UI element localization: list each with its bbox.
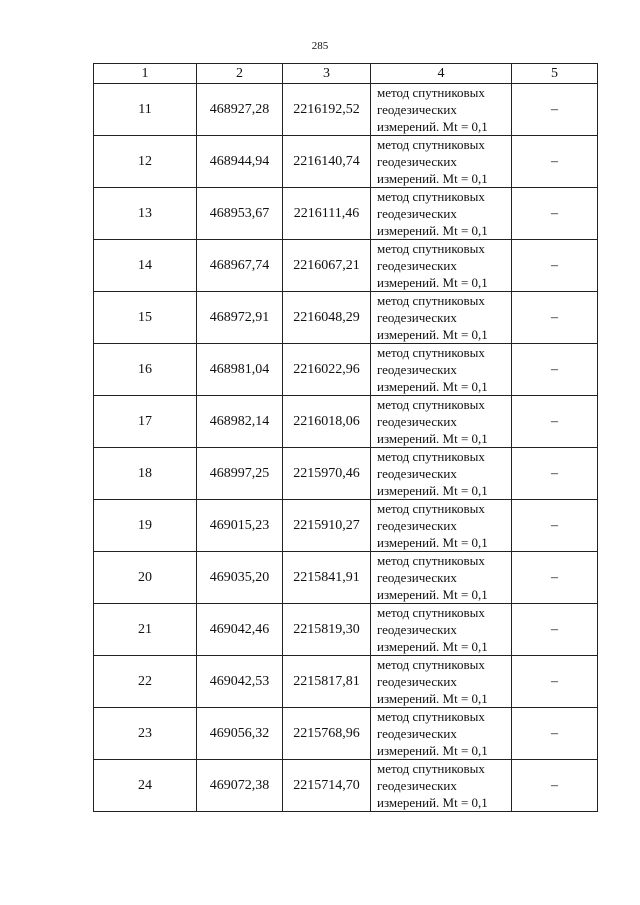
column-header: 2 (197, 64, 283, 84)
method-line: геодезических (377, 518, 457, 533)
note-dash: – (512, 656, 598, 708)
column-header: 1 (94, 64, 197, 84)
method-line: геодезических (377, 362, 457, 377)
column-header: 5 (512, 64, 598, 84)
method-line: измерений. Mt = 0,1 (377, 327, 488, 342)
method-description (371, 344, 512, 396)
method-line: геодезических (377, 414, 457, 429)
method-line: метод спутниковых (377, 189, 485, 204)
table-row (94, 188, 598, 240)
point-number: 11 (94, 84, 197, 136)
method-line: измерений. Mt = 0,1 (377, 431, 488, 446)
point-number: 21 (94, 604, 197, 656)
method-line: метод спутниковых (377, 85, 485, 100)
table-row (94, 656, 598, 708)
method-line: измерений. Mt = 0,1 (377, 171, 488, 186)
coordinate-x: 469015,23 (197, 500, 283, 552)
method-line: метод спутниковых (377, 761, 485, 776)
column-header: 4 (371, 64, 512, 84)
method-line: измерений. Mt = 0,1 (377, 795, 488, 810)
coordinate-y: 2216018,06 (283, 396, 371, 448)
note-dash: – (512, 760, 598, 812)
method-line: геодезических (377, 778, 457, 793)
coordinate-y: 2216067,21 (283, 240, 371, 292)
method-description (371, 136, 512, 188)
method-line: метод спутниковых (377, 293, 485, 308)
note-dash: – (512, 708, 598, 760)
coordinate-y: 2216140,74 (283, 136, 371, 188)
note-dash: – (512, 344, 598, 396)
method-line: измерений. Mt = 0,1 (377, 223, 488, 238)
coordinate-y: 2215768,96 (283, 708, 371, 760)
method-line: измерений. Mt = 0,1 (377, 639, 488, 654)
coordinate-y: 2216111,46 (283, 188, 371, 240)
method-line: геодезических (377, 258, 457, 273)
coordinate-x: 469035,20 (197, 552, 283, 604)
coordinate-y: 2215970,46 (283, 448, 371, 500)
method-line: измерений. Mt = 0,1 (377, 119, 488, 134)
table-row (94, 708, 598, 760)
point-number: 15 (94, 292, 197, 344)
method-line: метод спутниковых (377, 553, 485, 568)
point-number: 12 (94, 136, 197, 188)
method-line: метод спутниковых (377, 501, 485, 516)
coordinate-x: 468953,67 (197, 188, 283, 240)
method-line: геодезических (377, 102, 457, 117)
coordinate-x: 469072,38 (197, 760, 283, 812)
method-description (371, 188, 512, 240)
table-row (94, 292, 598, 344)
method-line: геодезических (377, 570, 457, 585)
table-row (94, 604, 598, 656)
coordinate-y: 2215910,27 (283, 500, 371, 552)
method-description (371, 604, 512, 656)
coordinate-x: 468967,74 (197, 240, 283, 292)
page-number: 285 (311, 40, 329, 52)
method-line: измерений. Mt = 0,1 (377, 743, 488, 758)
note-dash: – (512, 84, 598, 136)
point-number: 19 (94, 500, 197, 552)
table-row (94, 344, 598, 396)
note-dash: – (512, 500, 598, 552)
method-description (371, 396, 512, 448)
coordinate-x: 469042,53 (197, 656, 283, 708)
method-description (371, 656, 512, 708)
note-dash: – (512, 552, 598, 604)
coordinate-x: 468981,04 (197, 344, 283, 396)
coordinate-x: 469042,46 (197, 604, 283, 656)
method-line: геодезических (377, 726, 457, 741)
method-line: метод спутниковых (377, 709, 485, 724)
method-description (371, 760, 512, 812)
coordinate-y: 2215819,30 (283, 604, 371, 656)
method-description (371, 240, 512, 292)
coordinate-x: 468982,14 (197, 396, 283, 448)
table-row (94, 240, 598, 292)
point-number: 23 (94, 708, 197, 760)
coordinate-x: 468944,94 (197, 136, 283, 188)
coordinate-x: 469056,32 (197, 708, 283, 760)
coordinate-y: 2215817,81 (283, 656, 371, 708)
coordinate-x: 468972,91 (197, 292, 283, 344)
point-number: 20 (94, 552, 197, 604)
table-row (94, 396, 598, 448)
table-header-row (94, 64, 598, 84)
method-line: метод спутниковых (377, 137, 485, 152)
method-line: метод спутниковых (377, 605, 485, 620)
method-line: геодезических (377, 206, 457, 221)
coordinate-y: 2215841,91 (283, 552, 371, 604)
method-line: геодезических (377, 622, 457, 637)
method-description (371, 708, 512, 760)
point-number: 17 (94, 396, 197, 448)
column-header: 3 (283, 64, 371, 84)
method-line: геодезических (377, 154, 457, 169)
method-line: метод спутниковых (377, 345, 485, 360)
point-number: 18 (94, 448, 197, 500)
method-line: метод спутниковых (377, 397, 485, 412)
method-line: измерений. Mt = 0,1 (377, 379, 488, 394)
coordinate-y: 2216192,52 (283, 84, 371, 136)
point-number: 24 (94, 760, 197, 812)
method-description (371, 292, 512, 344)
method-line: метод спутниковых (377, 241, 485, 256)
point-number: 13 (94, 188, 197, 240)
method-line: геодезических (377, 310, 457, 325)
coordinates-table (93, 63, 598, 812)
method-line: метод спутниковых (377, 449, 485, 464)
method-line: измерений. Mt = 0,1 (377, 275, 488, 290)
table-row (94, 448, 598, 500)
note-dash: – (512, 188, 598, 240)
coordinate-y: 2216048,29 (283, 292, 371, 344)
note-dash: – (512, 396, 598, 448)
table-row (94, 500, 598, 552)
coordinate-y: 2216022,96 (283, 344, 371, 396)
method-line: геодезических (377, 466, 457, 481)
method-line: измерений. Mt = 0,1 (377, 691, 488, 706)
method-description (371, 84, 512, 136)
method-description (371, 500, 512, 552)
coordinate-x: 468927,28 (197, 84, 283, 136)
method-line: измерений. Mt = 0,1 (377, 483, 488, 498)
method-description (371, 552, 512, 604)
method-line: метод спутниковых (377, 657, 485, 672)
note-dash: – (512, 604, 598, 656)
note-dash: – (512, 292, 598, 344)
note-dash: – (512, 240, 598, 292)
method-line: измерений. Mt = 0,1 (377, 535, 488, 550)
table-row (94, 84, 598, 136)
table-row (94, 552, 598, 604)
note-dash: – (512, 448, 598, 500)
table-row (94, 136, 598, 188)
table-row (94, 760, 598, 812)
point-number: 14 (94, 240, 197, 292)
note-dash: – (512, 136, 598, 188)
coordinate-x: 468997,25 (197, 448, 283, 500)
table-body (94, 84, 598, 812)
point-number: 22 (94, 656, 197, 708)
method-description (371, 448, 512, 500)
method-line: измерений. Mt = 0,1 (377, 587, 488, 602)
point-number: 16 (94, 344, 197, 396)
coordinate-y: 2215714,70 (283, 760, 371, 812)
method-line: геодезических (377, 674, 457, 689)
